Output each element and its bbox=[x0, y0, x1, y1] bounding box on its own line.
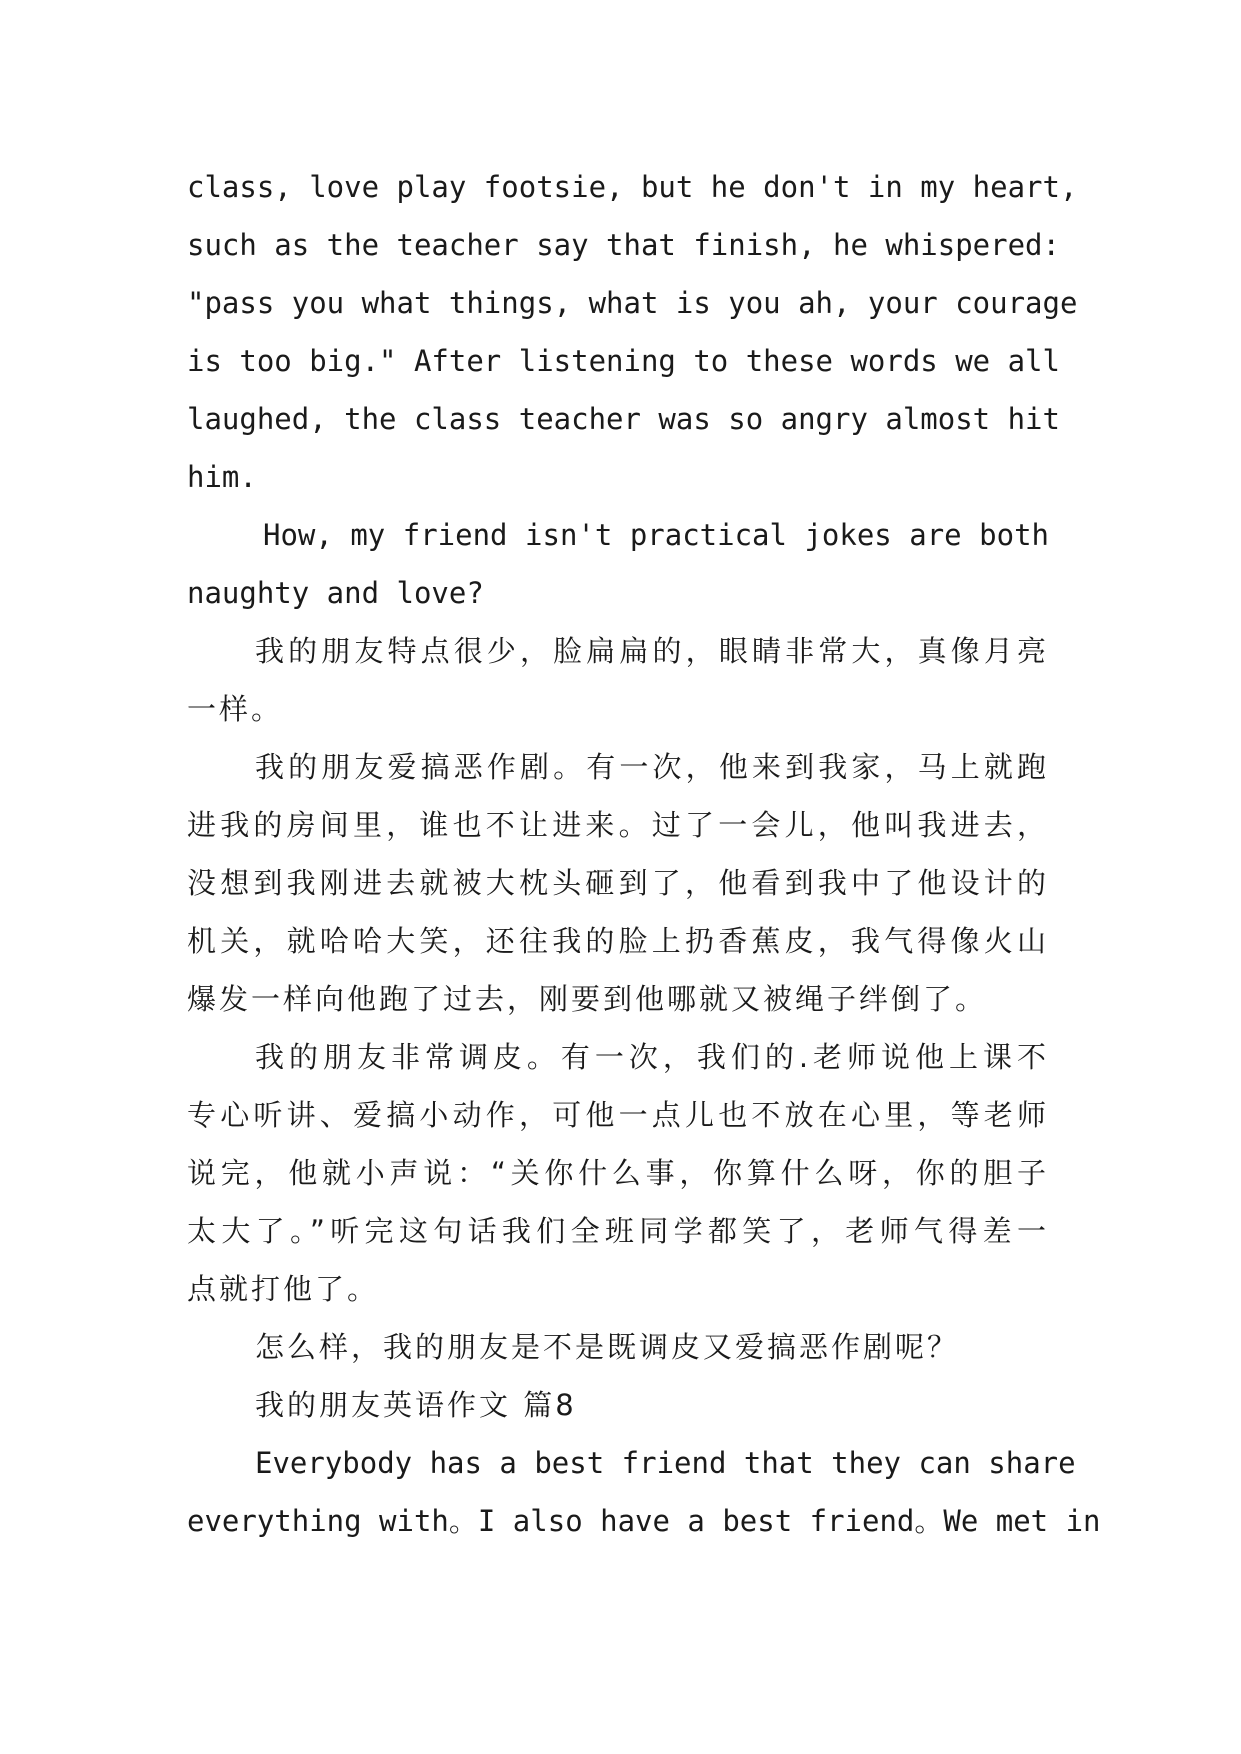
paragraph-question-en bbox=[187, 506, 1049, 622]
text-line: 说完，他就小声说：“关你什么事，你算什么呀，你的胆子 bbox=[187, 1156, 1049, 1190]
text-line: everything with。I also have a best friend。We met in bbox=[187, 1504, 1101, 1538]
text-line: How, my friend isn't practical jokes are both bbox=[263, 518, 1049, 552]
paragraph-continuation bbox=[187, 158, 1078, 506]
text-line: him. bbox=[187, 460, 257, 494]
text-line: 进我的房间里，谁也不让进来。过了一会儿，他叫我进去， bbox=[187, 808, 1049, 842]
paragraph-cn-appearance bbox=[187, 622, 1049, 738]
text-line: 没想到我刚进去就被大枕头砸到了，他看到我中了他设计的 bbox=[187, 866, 1049, 900]
text-line: naughty and love? bbox=[187, 576, 484, 610]
paragraph-cn-question bbox=[187, 1318, 1049, 1376]
document-body bbox=[187, 158, 1101, 1550]
paragraph-en-best-friend bbox=[187, 1434, 1101, 1550]
text-line: 太大了。”听完这句话我们全班同学都笑了，老师气得差一 bbox=[187, 1214, 1049, 1248]
text-line: "pass you what things, what is you ah, your courage bbox=[187, 286, 1078, 320]
text-line: 点就打他了。 bbox=[187, 1272, 380, 1306]
text-line: 怎么样，我的朋友是不是既调皮又爱搞恶作剧呢？ bbox=[255, 1330, 960, 1364]
text-line: is too big." After listening to these words we all bbox=[187, 344, 1060, 378]
text-line: 我的朋友特点很少，脸扁扁的，眼睛非常大，真像月亮 bbox=[255, 634, 1049, 668]
text-line: class, love play footsie, but he don't in my heart, bbox=[187, 170, 1078, 204]
section-heading bbox=[187, 1376, 1049, 1434]
text-line: 我的朋友爱搞恶作剧。有一次，他来到我家，马上就跑 bbox=[255, 750, 1049, 784]
paragraph-cn-prank bbox=[187, 738, 1049, 1028]
paragraph-cn-naughty bbox=[187, 1028, 1049, 1318]
text-line: 专心听讲、爱搞小动作，可他一点儿也不放在心里，等老师 bbox=[187, 1098, 1049, 1132]
text-line: Everybody has a best friend that they can share bbox=[255, 1446, 1076, 1480]
text-line: 一样。 bbox=[187, 692, 284, 726]
text-line: laughed, the class teacher was so angry almost hit bbox=[187, 402, 1060, 436]
text-line: 我的朋友非常调皮。有一次，我们的.老师说他上课不 bbox=[255, 1040, 1049, 1074]
heading-text: 我的朋友英语作文 篇8 bbox=[255, 1388, 577, 1422]
text-line: 机关，就哈哈大笑，还往我的脸上扔香蕉皮，我气得像火山 bbox=[187, 924, 1049, 958]
text-line: 爆发一样向他跑了过去，刚要到他哪就又被绳子绊倒了。 bbox=[187, 982, 988, 1016]
text-line: such as the teacher say that finish, he whispered: bbox=[187, 228, 1060, 262]
